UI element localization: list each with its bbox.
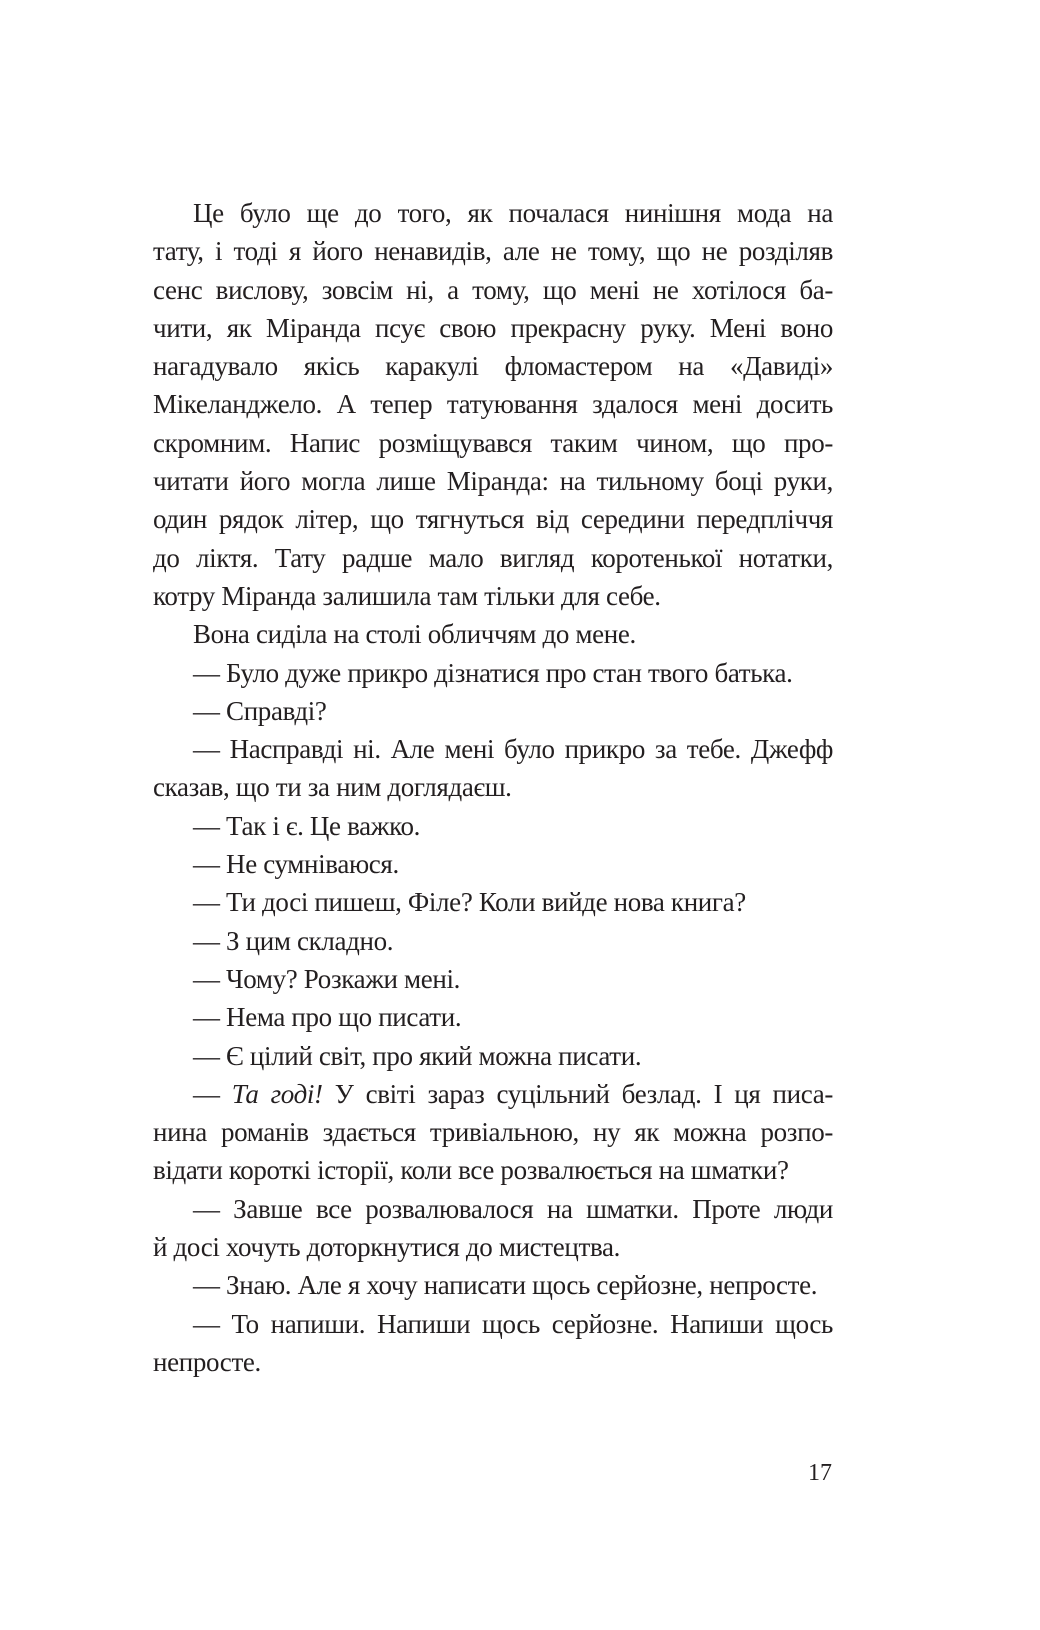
text-line: нагадувало якісь каракулі фломастером на «Давиді» (153, 351, 833, 382)
dialogue-line (153, 692, 833, 730)
text-line: — Ти досі пишеш, Філе? Коли вийде нова книга? (193, 887, 746, 918)
dialogue-line (153, 654, 833, 692)
italic-phrase: Та годі! (231, 1078, 323, 1109)
text-line: — Не сумніваюся. (193, 849, 399, 880)
text-line: Мікеланджело. А тепер татуювання здалося мені досить (153, 389, 833, 420)
text-line: — Завше все розвалювалося на шматки. Проте люди (193, 1193, 833, 1224)
text-line: — Було дуже прикро дізнатися про стан твого батька. (193, 657, 793, 688)
dash-prefix: — (193, 1078, 232, 1109)
dialogue-line (153, 1075, 833, 1190)
text-line: один рядок літер, що тягнуться від середини передпліччя (153, 504, 833, 535)
dialogue-line (153, 922, 833, 960)
dialogue-line (153, 960, 833, 998)
text-line: скромним. Напис розміщувався таким чином, що про- (153, 427, 833, 458)
line-rest: У світі зараз суцільний безлад. І ця писа- (322, 1078, 833, 1109)
page-number: 17 (808, 1460, 832, 1486)
dialogue-line (153, 998, 833, 1036)
text-line: чити, як Міранда псує свою прекрасну руку. Мені воно (153, 312, 833, 343)
body-text (153, 194, 833, 1381)
text-line: — Чому? Розкажи мені. (193, 963, 461, 994)
text-line: сенс вислову, зовсім ні, а тому, що мені не хотілося ба- (153, 274, 833, 305)
text-line: — Насправді ні. Але мені було прикро за тебе. Джефф (193, 734, 833, 765)
text-line: Це було ще до того, як почалася нинішня мода на (193, 198, 833, 228)
text-line: відати короткі історії, коли все розвалюється на шматки? (153, 1155, 789, 1186)
text-line (153, 1075, 833, 1113)
text-line: — Нема про що писати. (193, 1002, 462, 1033)
paragraph (153, 194, 833, 615)
dialogue-line (153, 807, 833, 845)
text-line: Вона сиділа на столі обличчям до мене. (193, 619, 636, 650)
dialogue-line (153, 845, 833, 883)
text-line: тату, і тоді я його ненавидів, але не тому, що не розділяв (153, 236, 833, 267)
text-line: читати його могла лише Міранда: на тильному боці руки, (153, 466, 833, 497)
text-line: — Є цілий світ, про який можна писати. (193, 1040, 642, 1071)
paragraph (153, 615, 833, 653)
dialogue-line (153, 1266, 833, 1304)
dialogue-line (153, 1305, 833, 1382)
text-line: до ліктя. Тату радше мало вигляд коротенької нотатки, (153, 542, 833, 573)
text-line: — Знаю. Але я хочу написати щось серйозне, непросте. (193, 1270, 818, 1301)
text-line: непросте. (153, 1346, 261, 1377)
text-line: — Так і є. Це важко. (193, 810, 421, 841)
text-line: котру Міранда залишила там тільки для себе. (153, 580, 661, 611)
dialogue-line (153, 1190, 833, 1267)
text-line: — То напиши. Напиши щось серйозне. Напиши щось (193, 1308, 833, 1339)
dialogue-line (153, 1037, 833, 1075)
dialogue-line (153, 883, 833, 921)
text-line: й досі хочуть доторкнутися до мистецтва. (153, 1232, 621, 1263)
dialogue-line (153, 730, 833, 807)
text-line: — Справді? (193, 695, 327, 726)
text-line: нина романів здається тривіальною, ну як можна розпо- (153, 1117, 833, 1148)
text-line: — З цим складно. (193, 925, 394, 956)
text-line: сказав, що ти за ним доглядаєш. (153, 772, 512, 803)
